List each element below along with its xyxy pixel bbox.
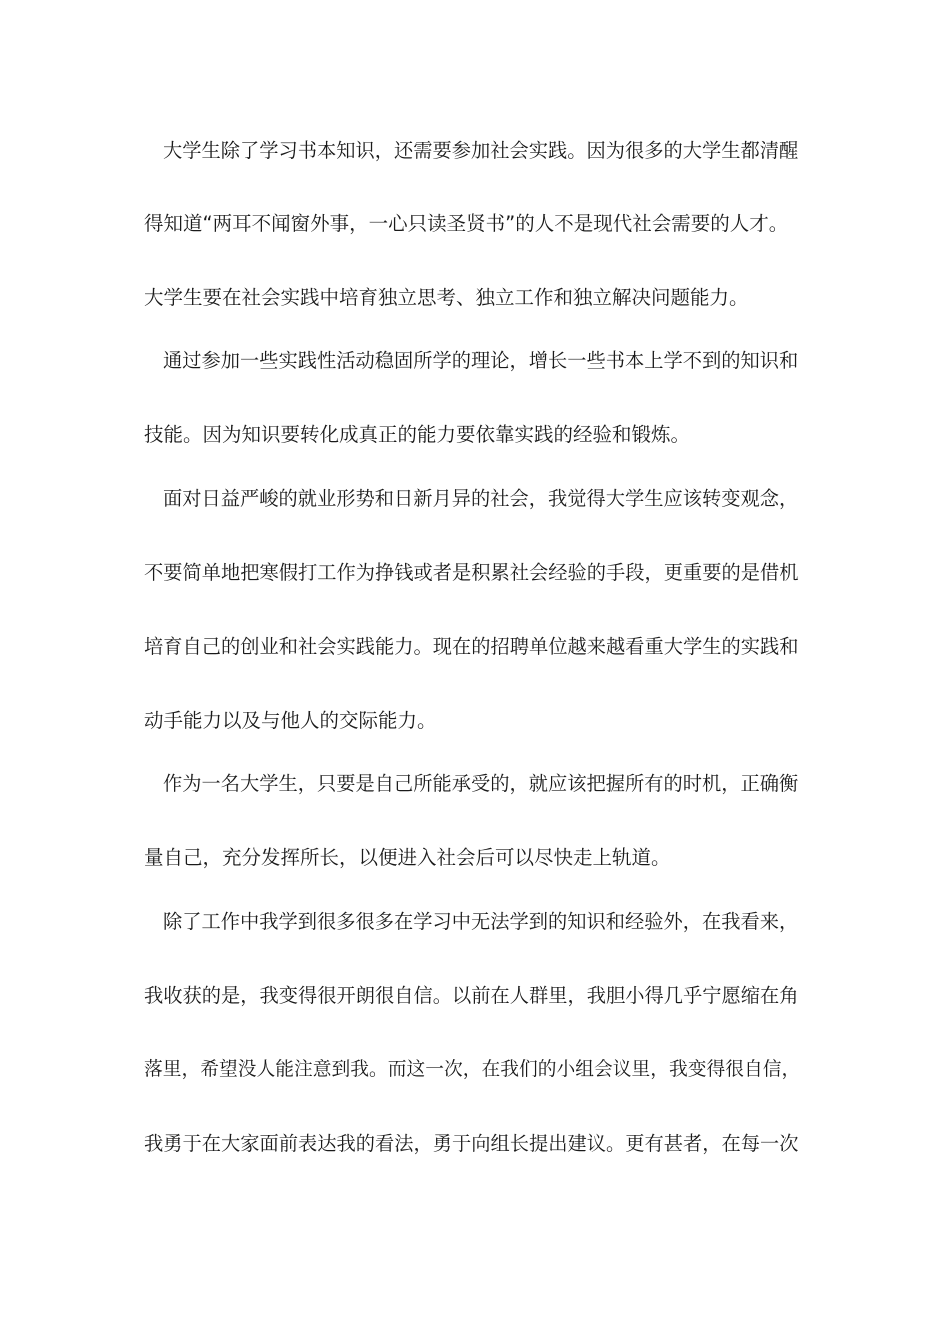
- text-line-8: 培育自己的创业和社会实践能力。现在的招聘单位越来越看重大学生的实践和: [144, 635, 799, 658]
- text-line-9: 动手能力以及与他人的交际能力。: [144, 709, 437, 732]
- text-line-5: 技能。因为知识要转化成真正的能力要依靠实践的经验和锻炼。: [144, 423, 691, 446]
- text-line-11: 量自己，充分发挥所长，以便进入社会后可以尽快走上轨道。: [144, 846, 671, 869]
- text-line-15: 我勇于在大家面前表达我的看法，勇于向组长提出建议。更有甚者，在每一次: [144, 1132, 799, 1155]
- text-line-14: 落里，希望没人能注意到我。而这一次，在我们的小组会议里，我变得很自信，: [144, 1059, 801, 1080]
- text-line-1: 大学生除了学习书本知识，还需要参加社会实践。因为很多的大学生都清醒: [163, 139, 799, 162]
- text-line-12: 除了工作中我学到很多很多在学习中无法学到的知识和经验外，在我看来，: [163, 910, 799, 933]
- text-line-13: 我收获的是，我变得很开朗很自信。以前在人群里，我胆小得几乎宁愿缩在角: [144, 984, 799, 1007]
- text-line-4: 通过参加一些实践性活动稳固所学的理论，增长一些书本上学不到的知识和: [163, 349, 799, 372]
- text-line-3: 大学生要在社会实践中培育独立思考、独立工作和独立解决问题能力。: [144, 286, 749, 309]
- text-line-7: 不要简单地把寒假打工作为挣钱或者是积累社会经验的手段，更重要的是借机: [144, 561, 799, 584]
- text-line-2: 得知道“两耳不闻窗外事，一心只读圣贤书”的人不是现代社会需要的人才。: [144, 212, 789, 235]
- text-line-6: 面对日益严峻的就业形势和日新月异的社会，我觉得大学生应该转变观念，: [163, 487, 799, 510]
- text-line-10: 作为一名大学生，只要是自己所能承受的，就应该把握所有的时机，正确衡: [163, 772, 799, 795]
